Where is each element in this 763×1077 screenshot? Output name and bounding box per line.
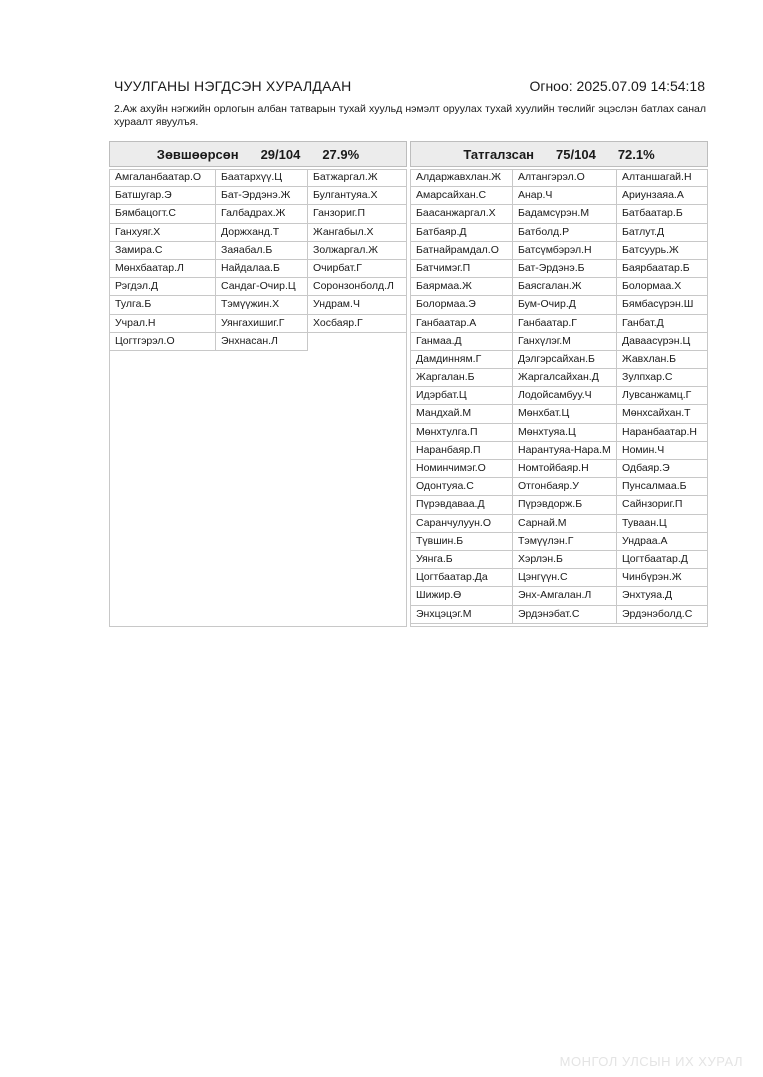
approve-member-name: Ганхуяг.Х	[110, 224, 216, 242]
approve-member-name: Цогтгэрэл.О	[110, 333, 216, 351]
reject-member-name: Наранбаатар.Н	[617, 424, 707, 442]
reject-member-name: Энхтуяа.Д	[617, 587, 707, 605]
approve-member-name: Учрал.Н	[110, 315, 216, 333]
approve-member-name: Уянгахишиг.Г	[216, 315, 308, 333]
reject-member-name: Энхцэцэг.М	[411, 606, 513, 624]
reject-member-name: Батбаяр.Д	[411, 224, 513, 242]
approve-member-name: Бат-Эрдэнэ.Ж	[216, 187, 308, 205]
reject-header	[410, 141, 708, 167]
reject-member-name: Наранбаяр.П	[411, 442, 513, 460]
reject-member-name: Баярмаа.Ж	[411, 278, 513, 296]
reject-member-name: Энх-Амгалан.Л	[513, 587, 617, 605]
reject-member-name: Бямбасүрэн.Ш	[617, 296, 707, 314]
reject-panel	[410, 141, 708, 627]
approve-member-name: Батшугар.Э	[110, 187, 216, 205]
reject-member-name: Зулпхар.С	[617, 369, 707, 387]
reject-member-name: Ганмаа.Д	[411, 333, 513, 351]
approve-column-3	[308, 169, 406, 333]
reject-member-name: Батбаатар.Б	[617, 205, 707, 223]
approve-percent: 27.9%	[322, 146, 360, 162]
approve-member-name: Баатархүү.Ц	[216, 169, 308, 187]
reject-member-name: Пунсалмаа.Б	[617, 478, 707, 496]
approve-header	[109, 141, 407, 167]
approve-member-name: Очирбат.Г	[308, 260, 406, 278]
approve-member-name: Доржханд.Т	[216, 224, 308, 242]
reject-member-name: Болормаа.Э	[411, 296, 513, 314]
approve-member-name: Найдалаа.Б	[216, 260, 308, 278]
reject-member-name: Анар.Ч	[513, 187, 617, 205]
approve-member-name: Хосбаяр.Г	[308, 315, 406, 333]
reject-member-name: Мөнхбат.Ц	[513, 405, 617, 423]
approve-member-name: Ундрам.Ч	[308, 296, 406, 314]
watermark-footer: МОНГОЛ УЛСЫН ИХ ХУРАЛ	[559, 1054, 743, 1069]
approve-member-name: Соронзонболд.Л	[308, 278, 406, 296]
reject-member-name: Батсуурь.Ж	[617, 242, 707, 260]
approve-name-grid	[109, 169, 407, 627]
reject-member-name: Нарантуяа-Нара.М	[513, 442, 617, 460]
reject-member-name: Саранчулуун.О	[411, 515, 513, 533]
reject-member-name: Лувсанжамц.Г	[617, 387, 707, 405]
approve-member-name: Жангабыл.Х	[308, 224, 406, 242]
approve-member-name: Энхнасан.Л	[216, 333, 308, 351]
reject-member-name: Баярбаатар.Б	[617, 260, 707, 278]
approve-member-name: Мөнхбаатар.Л	[110, 260, 216, 278]
reject-column-3	[617, 169, 707, 624]
reject-member-name: Идэрбат.Ц	[411, 387, 513, 405]
reject-member-name: Жавхлан.Б	[617, 351, 707, 369]
approve-count: 29/104	[260, 146, 301, 162]
reject-member-name: Алтангэрэл.О	[513, 169, 617, 187]
reject-member-name: Алдаржавхлан.Ж	[411, 169, 513, 187]
reject-member-name: Тэмүүлэн.Г	[513, 533, 617, 551]
reject-member-name: Батболд.Р	[513, 224, 617, 242]
reject-member-name: Отгонбаяр.У	[513, 478, 617, 496]
approve-member-name: Батжаргал.Ж	[308, 169, 406, 187]
reject-member-name: Дамдинням.Г	[411, 351, 513, 369]
reject-member-name: Ганхүлэг.М	[513, 333, 617, 351]
reject-member-name: Алтаншагай.Н	[617, 169, 707, 187]
reject-member-name: Мөнхтуяа.Ц	[513, 424, 617, 442]
approve-member-name: Бямбацогт.С	[110, 205, 216, 223]
approve-label: Зөвшөөрсөн	[156, 146, 239, 162]
approve-member-name: Булгантуяа.Х	[308, 187, 406, 205]
reject-member-name: Уянга.Б	[411, 551, 513, 569]
reject-member-name: Сайнзориг.П	[617, 496, 707, 514]
reject-column-2	[513, 169, 617, 624]
reject-member-name: Бадамсүрэн.М	[513, 205, 617, 223]
reject-member-name: Ариунзаяа.А	[617, 187, 707, 205]
session-date: Огноо: 2025.07.09 14:54:18	[529, 78, 705, 94]
reject-member-name: Ганбаатар.Г	[513, 315, 617, 333]
reject-member-name: Ганбат.Д	[617, 315, 707, 333]
reject-member-name: Баасанжаргал.Х	[411, 205, 513, 223]
approve-member-name: Амгаланбаатар.О	[110, 169, 216, 187]
reject-member-name: Шижир.Ө	[411, 587, 513, 605]
reject-member-name: Цогтбаатар.Д	[617, 551, 707, 569]
reject-name-grid	[410, 169, 708, 627]
reject-member-name: Эрдэнэбат.С	[513, 606, 617, 624]
reject-member-name: Чинбүрэн.Ж	[617, 569, 707, 587]
reject-column-1	[411, 169, 513, 624]
reject-member-name: Ундраа.А	[617, 533, 707, 551]
reject-member-name: Эрдэнэболд.С	[617, 606, 707, 624]
reject-member-name: Дэлгэрсайхан.Б	[513, 351, 617, 369]
reject-member-name: Баясгалан.Ж	[513, 278, 617, 296]
approve-panel	[109, 141, 407, 627]
approve-member-name: Тулга.Б	[110, 296, 216, 314]
approve-member-name: Золжаргал.Ж	[308, 242, 406, 260]
vote-question: 2.Аж ахуйн нэгжийн орлогын албан татварын тухай хуульд нэмэлт оруулах тухай хуулийн төслийг эцэслэн батлах санал хураалт явуулъя.	[114, 103, 706, 128]
reject-member-name: Бум-Очир.Д	[513, 296, 617, 314]
approve-column-1	[110, 169, 216, 351]
session-title: ЧУУЛГАНЫ НЭГДСЭН ХУРАЛДААН	[114, 78, 352, 94]
reject-member-name: Пүрэвдорж.Б	[513, 496, 617, 514]
approve-member-name: Ганзориг.П	[308, 205, 406, 223]
reject-member-name: Жаргалсайхан.Д	[513, 369, 617, 387]
reject-member-name: Цэнгүүн.С	[513, 569, 617, 587]
reject-count: 75/104	[556, 146, 596, 162]
approve-column-2	[216, 169, 308, 351]
reject-member-name: Жаргалан.Б	[411, 369, 513, 387]
reject-member-name: Одбаяр.Э	[617, 460, 707, 478]
approve-member-name: Рэгдэл.Д	[110, 278, 216, 296]
approve-member-name: Заяабал.Б	[216, 242, 308, 260]
reject-member-name: Батнайрамдал.О	[411, 242, 513, 260]
approve-member-name: Тэмүүжин.Х	[216, 296, 308, 314]
reject-member-name: Мөнхтулга.П	[411, 424, 513, 442]
reject-member-name: Цогтбаатар.Да	[411, 569, 513, 587]
reject-member-name: Номин.Ч	[617, 442, 707, 460]
reject-member-name: Ганбаатар.А	[411, 315, 513, 333]
reject-percent: 72.1%	[617, 146, 655, 162]
reject-member-name: Номтойбаяр.Н	[513, 460, 617, 478]
reject-member-name: Мандхай.М	[411, 405, 513, 423]
reject-member-name: Даваасүрэн.Ц	[617, 333, 707, 351]
reject-member-name: Номинчимэг.О	[411, 460, 513, 478]
reject-member-name: Одонтуяа.С	[411, 478, 513, 496]
reject-member-name: Хэрлэн.Б	[513, 551, 617, 569]
reject-member-name: Болормаа.Х	[617, 278, 707, 296]
reject-member-name: Сарнай.М	[513, 515, 617, 533]
approve-member-name: Галбадрах.Ж	[216, 205, 308, 223]
reject-label: Татгалзсан	[463, 146, 535, 162]
approve-member-name: Сандаг-Очир.Ц	[216, 278, 308, 296]
reject-member-name: Амарсайхан.С	[411, 187, 513, 205]
reject-member-name: Батчимэг.П	[411, 260, 513, 278]
reject-member-name: Пүрэвдаваа.Д	[411, 496, 513, 514]
reject-member-name: Туваан.Ц	[617, 515, 707, 533]
approve-member-name: Замира.С	[110, 242, 216, 260]
reject-member-name: Батсүмбэрэл.Н	[513, 242, 617, 260]
reject-member-name: Бат-Эрдэнэ.Б	[513, 260, 617, 278]
reject-member-name: Түвшин.Б	[411, 533, 513, 551]
reject-member-name: Батлут.Д	[617, 224, 707, 242]
reject-member-name: Мөнхсайхан.Т	[617, 405, 707, 423]
reject-member-name: Лодойсамбуу.Ч	[513, 387, 617, 405]
